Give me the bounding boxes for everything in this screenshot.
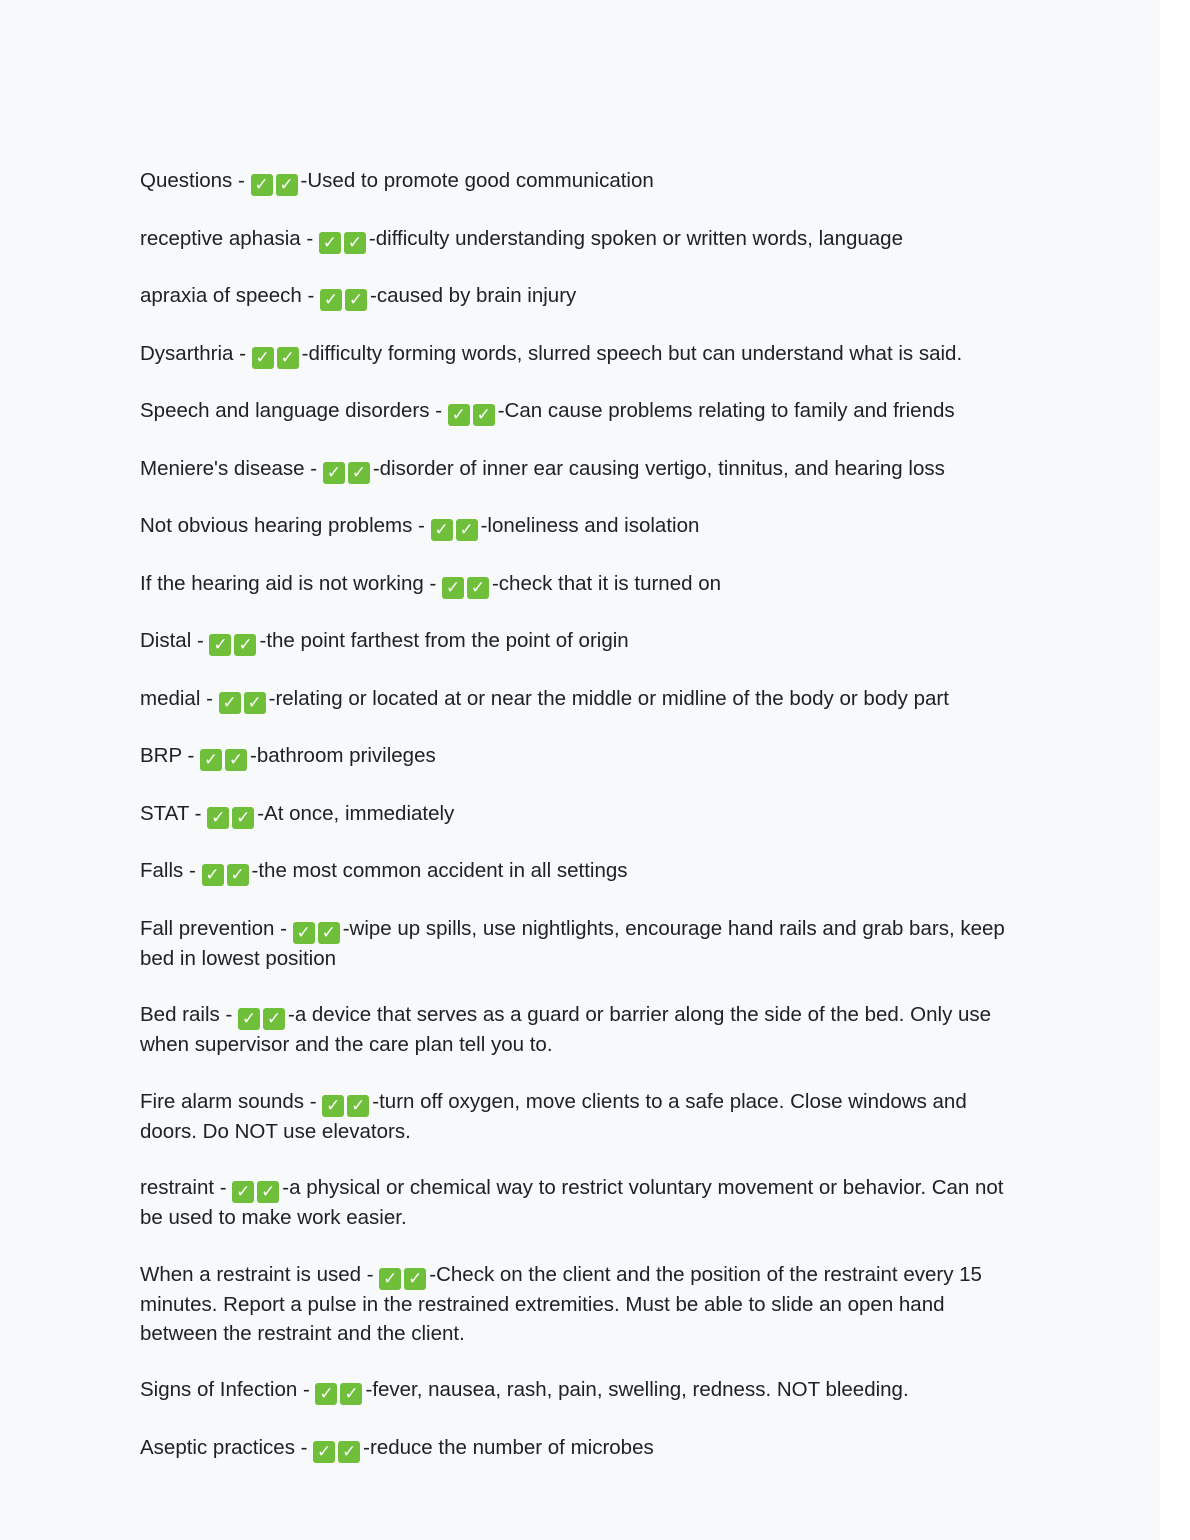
flashcard-entry: Meniere's disease - ✓ ✓ -disorder of inner ear causing vertigo, tinnitus, and hearing loss	[140, 454, 1020, 484]
entry-term: Not obvious hearing problems	[140, 514, 419, 537]
check-mark-icon: ✓	[232, 807, 254, 829]
flashcard-entry: Speech and language disorders - ✓ ✓ -Can cause problems relating to family and friends	[140, 396, 1020, 426]
check-mark-icon: ✓	[467, 577, 489, 599]
check-mark-icons	[313, 1433, 363, 1463]
check-mark-icon: ✓	[456, 519, 478, 541]
check-mark-icons	[232, 1173, 282, 1203]
check-mark-icons	[319, 224, 369, 254]
check-mark-icons	[252, 339, 302, 369]
flashcard-entry: restraint - ✓ ✓ -a physical or chemical way to restrict voluntary movement or behavior. Can not be used to make work easier.	[140, 1173, 1020, 1232]
flashcard-entry: Fire alarm sounds - ✓ ✓ -turn off oxygen, move clients to a safe place. Close windows and doors. Do NOT use elevators.	[140, 1087, 1020, 1146]
check-mark-icon: ✓	[319, 232, 341, 254]
check-mark-icon: ✓	[200, 749, 222, 771]
check-mark-icon: ✓	[442, 577, 464, 599]
check-mark-icons	[320, 281, 370, 311]
check-mark-icon: ✓	[348, 462, 370, 484]
check-mark-icon: ✓	[263, 1008, 285, 1030]
flashcard-entry: Falls - ✓ ✓ -the most common accident in all settings	[140, 856, 1020, 886]
entry-definition: At once, immediately	[264, 801, 455, 825]
entry-term: Fire alarm sounds	[140, 1089, 305, 1113]
flashcard-entry: Aseptic practices - ✓ ✓ -reduce the number of microbes	[140, 1433, 1020, 1463]
entry-term: Falls	[140, 859, 184, 882]
flashcard-entry: Fall prevention - ✓ ✓ -wipe up spills, use nightlights, encourage hand rails and grab bars, keep bed in lowest position	[140, 914, 1020, 973]
check-mark-icons	[315, 1375, 365, 1405]
check-mark-icons	[323, 454, 373, 484]
check-mark-icon: ✓	[322, 1095, 344, 1117]
flashcard-entry: BRP - ✓ ✓ -bathroom privileges	[140, 741, 1020, 771]
check-mark-icons	[448, 396, 498, 426]
check-mark-icon: ✓	[345, 289, 367, 311]
check-mark-icon: ✓	[323, 462, 345, 484]
check-mark-icon: ✓	[347, 1095, 369, 1117]
check-mark-icons	[207, 799, 257, 829]
check-mark-icon: ✓	[232, 1181, 254, 1203]
flashcard-entry: When a restraint is used - ✓ ✓ -Check on the client and the position of the restraint every 15 minutes. Report a pulse in the restrained extremities. Must be able to slide an open hand between the restraint and the client.	[140, 1260, 1020, 1348]
check-mark-icon: ✓	[473, 404, 495, 426]
check-mark-icon: ✓	[202, 864, 224, 886]
check-mark-icon: ✓	[227, 864, 249, 886]
check-mark-icon: ✓	[315, 1383, 337, 1405]
entry-definition: wipe up spills, use nightlights, encourage hand rails and grab bars, keep bed in lowest position	[140, 916, 1005, 970]
check-mark-icon: ✓	[338, 1441, 360, 1463]
entry-definition: caused by brain injury	[376, 284, 577, 307]
flashcard-entry: STAT - ✓ ✓ -At once, immediately	[140, 799, 1020, 829]
entry-definition: Check on the client and the position of the restraint every 15 minutes. Report a pulse in the restrained extremities. Must be able to slide an open hand between the restraint and the client.	[140, 1262, 982, 1345]
entry-definition: check that it is turned on	[498, 571, 722, 595]
check-mark-icon: ✓	[277, 347, 299, 369]
check-mark-icon: ✓	[448, 404, 470, 426]
check-mark-icons	[442, 569, 492, 599]
check-mark-icons	[322, 1087, 372, 1117]
check-mark-icon: ✓	[257, 1181, 279, 1203]
check-mark-icons	[293, 914, 343, 944]
check-mark-icon: ✓	[379, 1268, 401, 1290]
check-mark-icon: ✓	[234, 634, 256, 656]
entry-definition: Can cause problems relating to family and friends	[504, 399, 955, 422]
entry-term: Aseptic practices	[140, 1435, 295, 1459]
check-mark-icon: ✓	[404, 1268, 426, 1290]
entry-definition: difficulty forming words, slurred speech but can understand what is said.	[308, 341, 963, 365]
entry-definition: a physical or chemical way to restrict voluntary movement or behavior. Can not be used to make work easier.	[140, 1176, 1004, 1229]
flashcard-entry: Not obvious hearing problems - ✓ ✓ -loneliness and isolation	[140, 511, 1020, 541]
entry-definition: the most common accident in all settings	[258, 859, 628, 882]
check-mark-icon: ✓	[225, 749, 247, 771]
entry-term: Meniere's disease	[140, 456, 311, 480]
flashcard-entry: receptive aphasia - ✓ ✓ -difficulty understanding spoken or written words, language	[140, 224, 1020, 254]
check-mark-icon: ✓	[276, 174, 298, 196]
entry-term: Distal	[140, 629, 192, 652]
flashcard-entry: Questions - ✓ ✓ -Used to promote good communication	[140, 166, 1020, 196]
check-mark-icon: ✓	[431, 519, 453, 541]
entry-term: Dysarthria	[140, 341, 234, 365]
flashcard-entry: Distal - ✓ ✓ -the point farthest from the point of origin	[140, 626, 1020, 656]
entry-definition: turn off oxygen, move clients to a safe place. Close windows and doors. Do NOT use elevators.	[140, 1089, 967, 1143]
entry-definition: a device that serves as a guard or barrier along the side of the bed. Only use when supervisor and the care plan tell you to.	[140, 1003, 992, 1056]
entry-term: apraxia of speech	[140, 284, 302, 307]
entry-term: If the hearing aid is not working	[140, 571, 424, 595]
entry-term: Signs of Infection	[140, 1378, 298, 1401]
check-mark-icon: ✓	[238, 1008, 260, 1030]
check-mark-icons	[200, 741, 250, 771]
entry-term: Speech and language disorders	[140, 399, 430, 422]
entry-term: Questions	[140, 169, 233, 192]
check-mark-icons	[379, 1260, 429, 1290]
check-mark-icon: ✓	[207, 807, 229, 829]
check-mark-icon: ✓	[244, 692, 266, 714]
check-mark-icons	[209, 626, 259, 656]
flashcard-entry: Dysarthria - ✓ ✓ -difficulty forming words, slurred speech but can understand what is said.	[140, 339, 1020, 369]
check-mark-icon: ✓	[219, 692, 241, 714]
check-mark-icons	[431, 511, 481, 541]
check-mark-icons	[219, 684, 269, 714]
entry-definition: reduce the number of microbes	[370, 1435, 654, 1459]
check-mark-icon: ✓	[313, 1441, 335, 1463]
flashcard-entry: Signs of Infection - ✓ ✓ -fever, nausea, rash, pain, swelling, redness. NOT bleeding.	[140, 1375, 1020, 1405]
entry-term: STAT	[140, 801, 189, 825]
check-mark-icons	[202, 856, 252, 886]
entry-term: medial	[140, 686, 201, 710]
entry-term: BRP	[140, 744, 182, 767]
check-mark-icon: ✓	[320, 289, 342, 311]
check-mark-icon: ✓	[209, 634, 231, 656]
check-mark-icon: ✓	[318, 922, 340, 944]
entry-definition: the point farthest from the point of origin	[266, 629, 629, 652]
check-mark-icon: ✓	[251, 174, 273, 196]
check-mark-icon: ✓	[344, 232, 366, 254]
entry-definition: bathroom privileges	[256, 744, 436, 767]
entry-term: restraint	[140, 1176, 215, 1199]
entry-definition: disorder of inner ear causing vertigo, tinnitus, and hearing loss	[379, 456, 945, 480]
entry-term: Bed rails	[140, 1003, 220, 1026]
entry-term: When a restraint is used	[140, 1262, 362, 1286]
flashcard-entry: apraxia of speech - ✓ ✓ -caused by brain injury	[140, 281, 1020, 311]
entry-definition: loneliness and isolation	[487, 514, 700, 537]
entry-definition: Used to promote good communication	[307, 169, 654, 192]
entry-definition: fever, nausea, rash, pain, swelling, redness. NOT bleeding.	[372, 1378, 909, 1401]
flashcard-entry: medial - ✓ ✓ -relating or located at or near the middle or midline of the body or body part	[140, 684, 1020, 714]
flashcard-entry: If the hearing aid is not working - ✓ ✓ -check that it is turned on	[140, 569, 1020, 599]
check-mark-icons	[251, 166, 301, 196]
entry-definition: relating or located at or near the middle or midline of the body or body part	[275, 686, 949, 710]
flashcard-list	[140, 166, 1020, 1490]
entry-term: Fall prevention	[140, 916, 275, 940]
entry-definition: difficulty understanding spoken or written words, language	[375, 226, 903, 250]
entry-term: receptive aphasia	[140, 226, 301, 250]
check-mark-icon: ✓	[293, 922, 315, 944]
flashcard-entry: Bed rails - ✓ ✓ -a device that serves as a guard or barrier along the side of the bed. Only use when supervisor and the care plan tell you to.	[140, 1000, 1020, 1059]
check-mark-icon: ✓	[340, 1383, 362, 1405]
check-mark-icon: ✓	[252, 347, 274, 369]
check-mark-icons	[238, 1000, 288, 1030]
